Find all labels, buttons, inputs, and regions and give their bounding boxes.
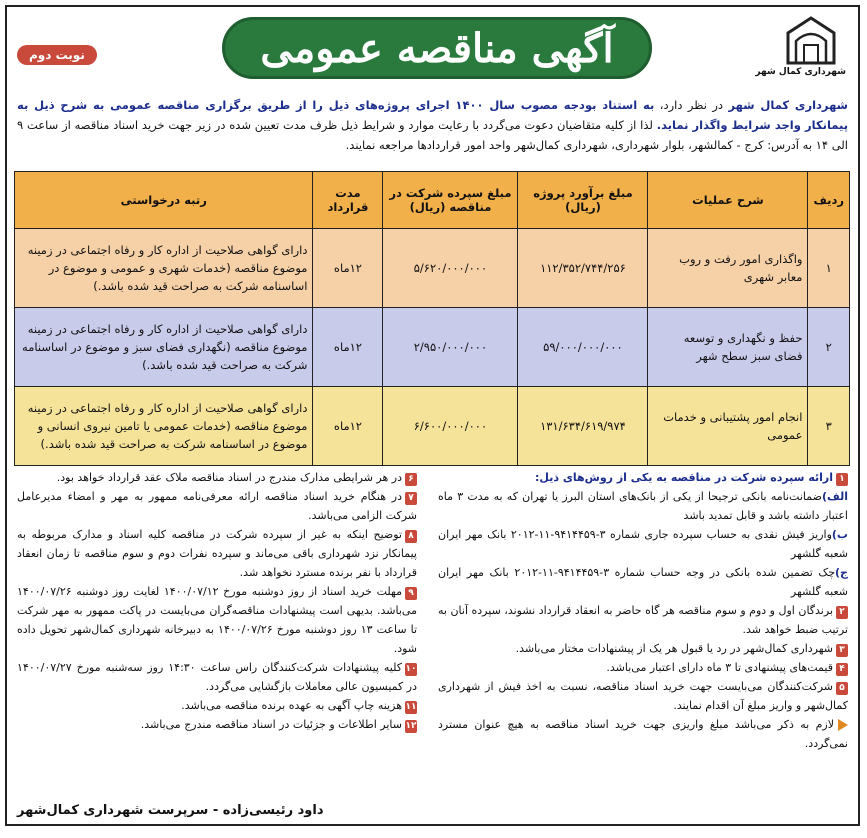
row-number: ۳ xyxy=(808,387,850,466)
conditions xyxy=(17,468,848,798)
condition-2 xyxy=(438,601,848,639)
tender-notice xyxy=(5,5,860,826)
condition-text: سایر اطلاعات و جزئیات در اسناد مناقصه مندرج می‌باشد. xyxy=(140,718,402,731)
row-operation: واگذاری امور رفت و روب معابر شهری xyxy=(648,229,808,308)
condition-number: ۹ xyxy=(405,587,417,600)
table-row xyxy=(15,308,850,387)
signature: داود رئیسی‌زاده - سرپرست شهرداری کمال‌شهر xyxy=(17,803,324,818)
row-rank: دارای گواهی صلاحیت از اداره کار و رفاه اجتماعی در زمینه موضوع مناقصه (خدمات عمومی یا تامین نیروی انسانی و موضوع در اساسنامه شرکت به صراحت قید شده باشد.) xyxy=(15,387,313,466)
condition-text: در هر شرایطی مدارک مندرج در اسناد مناقصه ملاک عقد قرارداد خواهد بود. xyxy=(56,471,402,484)
deposit-method-b xyxy=(438,525,848,563)
row-number: ۲ xyxy=(808,308,850,387)
condition-1 xyxy=(438,468,848,487)
method-text: چک تضمین شده بانکی در وجه حساب شماره ۳-۹۴۱۴۴۵۹-۱۱-۲۰۱۲ بانک مهر ایران شعبه گلشهر xyxy=(438,566,848,598)
condition-number: ۷ xyxy=(405,492,417,505)
condition-number: ۱ xyxy=(836,473,848,486)
intro-paragraph xyxy=(17,95,848,155)
condition-text: برندگان اول و دوم و سوم مناقصه هر گاه حاضر به انعقاد قرارداد نشوند، سپرده آنان به ترتیب ضبط خواهد شد. xyxy=(438,604,848,636)
method-text: ضمانت‌نامه بانکی ترجیحا از یکی از بانک‌های استان البرز یا تهران که به مدت ۳ ماه اعتبار داشته باشد و قابل تمدید باشد xyxy=(438,490,848,522)
deposit-methods-title: ارائه سپرده شرکت در مناقصه به یکی از روش‌های ذیل: xyxy=(535,471,833,484)
condition-number: ۸ xyxy=(405,530,417,543)
condition-number: ۶ xyxy=(405,473,417,486)
condition-text: شهرداری کمال‌شهر در رد یا قبول هر یک از پیشنهادات مختار می‌باشد. xyxy=(515,642,833,655)
row-rank: دارای گواهی صلاحیت از اداره کار و رفاه اجتماعی در زمینه موضوع مناقصه (خدمات شهری و عمومی و موضوع در اساسنامه شرکت به صراحت قید شده باشد.) xyxy=(15,229,313,308)
row-estimate: ۱۳۱/۶۳۴/۶۱۹/۹۷۴ xyxy=(518,387,648,466)
table-header-row xyxy=(15,172,850,229)
deposit-method-c xyxy=(438,563,848,601)
method-text: واریز فیش نقدی به حساب سپرده جاری شماره ۳-۹۴۱۴۴۵۹-۱۱-۲۰۱۲ بانک مهر ایران شعبه گلشهر xyxy=(438,528,848,560)
org-name: شهرداری کمال شهر xyxy=(728,98,848,112)
condition-text: کلیه پیشنهادات شرکت‌کنندگان راس ساعت ۱۴:۳۰ روز سه‌شنبه مورخ ۱۴۰۰/۰۷/۲۷ در کمیسیون عالی معاملات بازگشایی می‌گردد. xyxy=(17,661,417,693)
condition-text: در هنگام خرید اسناد مناقصه ارائه معرفی‌نامه ممهور به مهر و امضاء مدیرعامل شرکت الزامی می‌باشد. xyxy=(17,490,417,522)
arrow-icon xyxy=(838,719,848,731)
intro-part-3: لذا از کلیه متقاضیان دعوت می‌گردد با رعایت موارد و شرایط ذیل ظرف مدت تعیین شده در زیر جهت خرید اسناد مناقصه از ساعت ۹ الی ۱۴ به آدرس: کرج - کمالشهر، بلوار شهرداری، شهرداری کمال‌شهر واحد امور قراردادها مراجعه نمایند. xyxy=(17,118,848,152)
condition-number: ۵ xyxy=(836,682,848,695)
round-badge: نوبت دوم xyxy=(17,45,97,65)
row-rank: دارای گواهی صلاحیت از اداره کار و رفاه اجتماعی در زمینه موضوع مناقصه (نگهداری فضای سبز و موضوع در اساسنامه شرکت به صراحت قید شده باشد.) xyxy=(15,308,313,387)
method-label: ج) xyxy=(835,566,848,579)
row-deposit: ۵/۶۲۰/۰۰۰/۰۰۰ xyxy=(383,229,518,308)
projects-table xyxy=(14,171,850,466)
method-label: ب) xyxy=(831,528,848,541)
title-banner xyxy=(222,17,652,79)
municipality-logo xyxy=(755,15,846,77)
method-label: الف) xyxy=(821,490,848,503)
condition-text: مهلت خرید اسناد از روز دوشنبه مورخ ۱۴۰۰/۰۷/۱۲ لغایت روز دوشنبه ۱۴۰۰/۰۷/۲۶ می‌باشد. بدیهی است پیشنهادات مناقصه‌گران می‌بایست در پاکت ممهور به مهر شرکت تا ساعت ۱۳ روز دوشنبه مورخ ۱۴۰۰/۰۷/۲۶ به دبیرخانه شهرداری کمال‌شهر تحویل داده شود. xyxy=(17,585,418,655)
row-duration: ۱۲ماه xyxy=(313,387,383,466)
logo-caption: شهرداری کمال شهر xyxy=(755,67,846,77)
conditions-right-column xyxy=(438,468,848,753)
condition-12 xyxy=(17,715,417,734)
condition-number: ۱۲ xyxy=(405,721,417,731)
condition-11 xyxy=(17,696,417,715)
condition-text: توضیح اینکه به غیر از سپرده شرکت در مناقصه کلیه اسناد و مدارک مربوطه به پیمانکار نزد شهرداری باقی می‌ماند و سپرده نفرات دوم و سوم مناقصه تا زمان انعقاد قرارداد با نفر برنده مسترد نخواهد شد. xyxy=(17,528,417,579)
col-header-operation: شرح عملیات xyxy=(648,172,808,229)
condition-8 xyxy=(17,525,417,582)
condition-text: شرکت‌کنندگان می‌بایست جهت خرید اسناد مناقصه، نسبت به اخذ فیش از شهرداری کمال‌شهر و واریز مبلغ آن اقدام نمایند. xyxy=(438,680,848,712)
deposit-method-a xyxy=(438,487,848,525)
intro-part-1: در نظر دارد، xyxy=(654,98,729,112)
condition-10 xyxy=(17,658,417,696)
conditions-left-column xyxy=(17,468,417,734)
condition-3 xyxy=(438,639,848,658)
row-duration: ۱۲ماه xyxy=(313,308,383,387)
header xyxy=(7,7,858,93)
row-deposit: ۲/۹۵۰/۰۰۰/۰۰۰ xyxy=(383,308,518,387)
row-estimate: ۱۱۲/۳۵۲/۷۴۴/۲۵۶ xyxy=(518,229,648,308)
condition-text: لازم به ذکر می‌باشد مبلغ واریزی جهت خرید اسناد مناقصه به هیچ عنوان مسترد نمی‌گردد. xyxy=(438,718,848,750)
condition-note xyxy=(438,715,848,753)
row-duration: ۱۲ماه xyxy=(313,229,383,308)
condition-6 xyxy=(17,468,417,487)
condition-text: هزینه چاپ آگهی به عهده برنده مناقصه می‌باشد. xyxy=(181,699,402,712)
row-operation: انجام امور پشتیبانی و خدمات عمومی xyxy=(648,387,808,466)
table-row xyxy=(15,229,850,308)
condition-9 xyxy=(17,582,417,658)
condition-number: ۲ xyxy=(836,606,848,619)
intro-part-2: به استناد بودجه مصوب سال ۱۴۰۰ اجرای پروژه‌های ذیل را از طریق برگزاری مناقصه عمومی به شرح ذیل به پیمانکار واجد شرایط واگذار نماید. xyxy=(17,98,849,132)
condition-number: ۱۱ xyxy=(405,702,417,712)
row-deposit: ۶/۶۰۰/۰۰۰/۰۰۰ xyxy=(383,387,518,466)
condition-number: ۱۰ xyxy=(405,664,417,674)
building-icon xyxy=(784,15,838,65)
row-estimate: ۵۹/۰۰۰/۰۰۰/۰۰۰ xyxy=(518,308,648,387)
condition-text: قیمت‌های پیشنهادی تا ۳ ماه دارای اعتبار می‌باشد. xyxy=(606,661,833,674)
condition-7 xyxy=(17,487,417,525)
row-number: ۱ xyxy=(808,229,850,308)
col-header-duration: مدت قرارداد xyxy=(313,172,383,229)
row-operation: حفظ و نگهداری و توسعه فضای سبز سطح شهر xyxy=(648,308,808,387)
condition-number: ۳ xyxy=(836,644,848,657)
col-header-deposit: مبلغ سپرده شرکت در مناقصه (ریال) xyxy=(383,172,518,229)
condition-4 xyxy=(438,658,848,677)
table-row xyxy=(15,387,850,466)
condition-number: ۴ xyxy=(836,663,848,676)
col-header-estimate: مبلغ برآورد پروژه (ریال) xyxy=(518,172,648,229)
page-title: آگهی مناقصه عمومی xyxy=(260,24,614,72)
condition-5 xyxy=(438,677,848,715)
col-header-row-no: ردیف xyxy=(808,172,850,229)
col-header-rank: رتبه درخواستی xyxy=(15,172,313,229)
